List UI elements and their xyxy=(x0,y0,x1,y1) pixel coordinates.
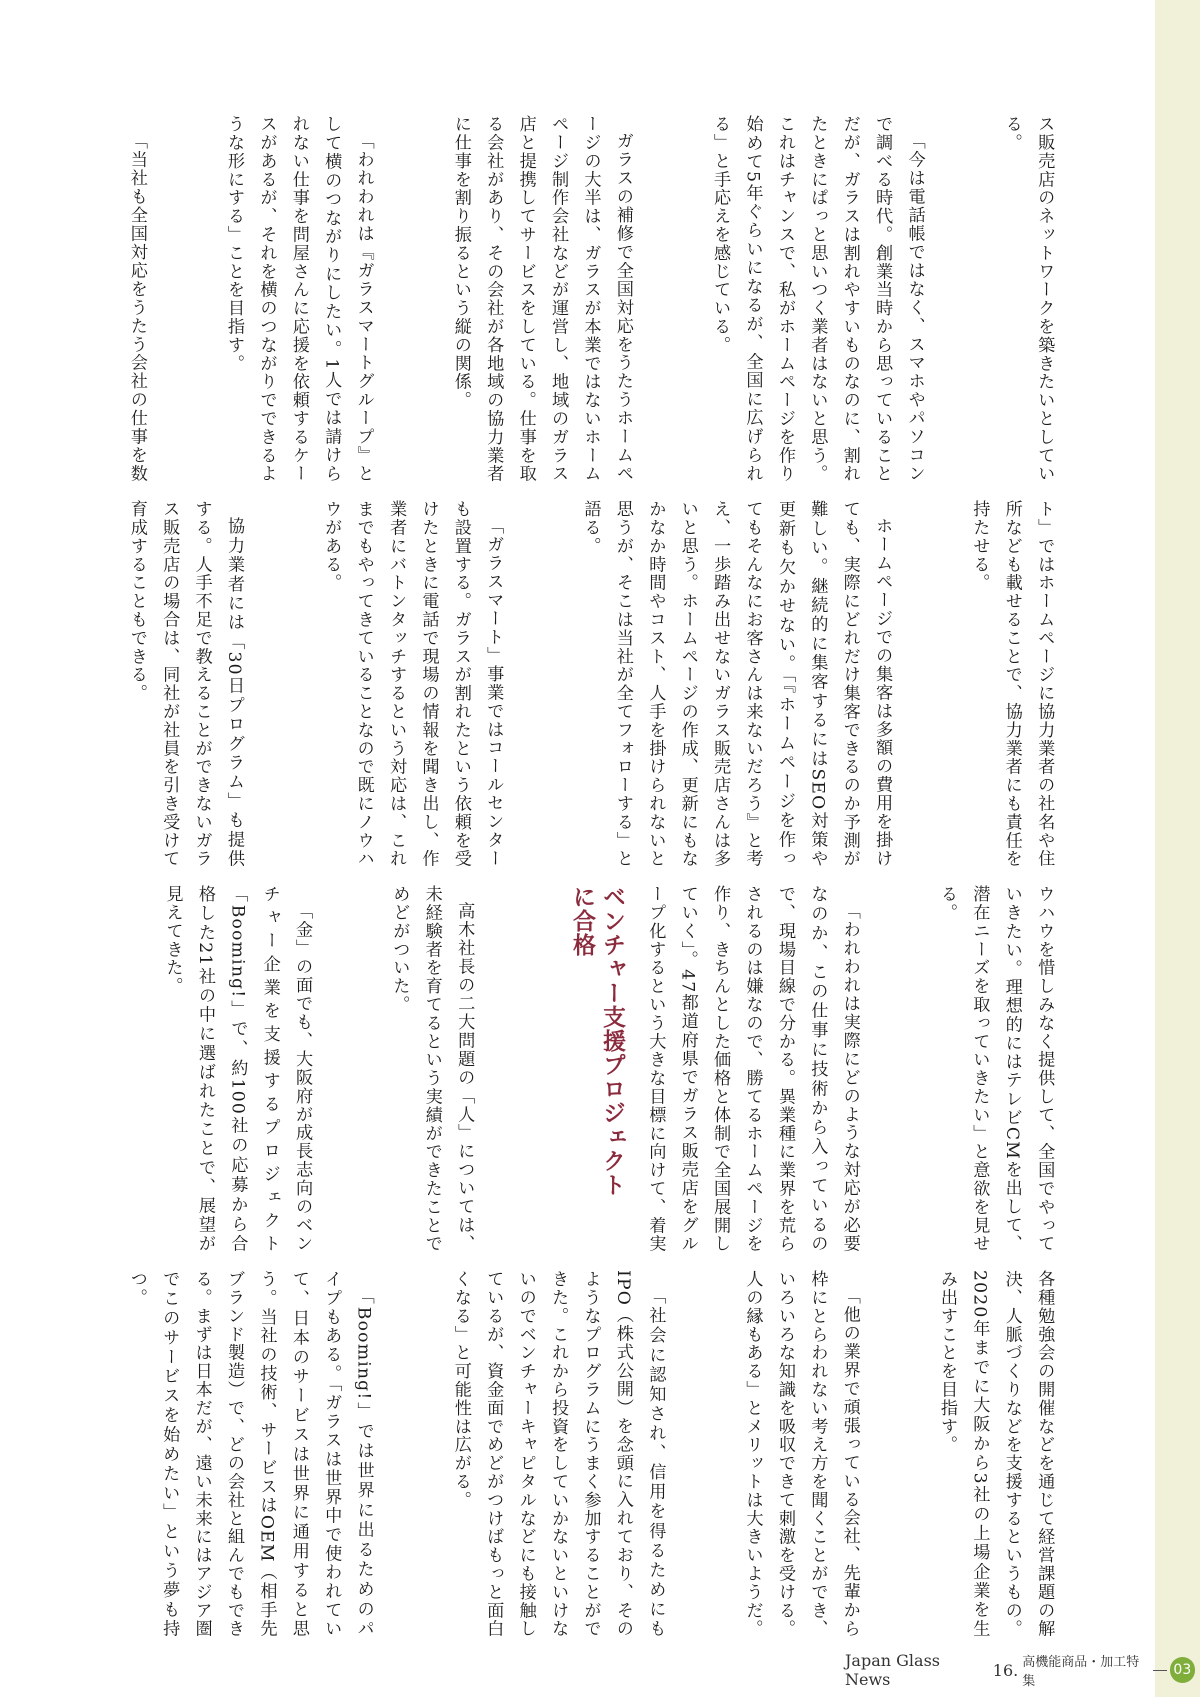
paragraph: 「他の業界で頑張っている会社、先輩から枠にとらわれない考え方を聞くことができ、いろいろな知識を吸収できて刺激を受ける。人の縁もある」とメリットは大きいようだ。 xyxy=(742,1270,860,1638)
text-band-2 xyxy=(125,500,1125,868)
paragraph: 「Booming!」では世界に出るためのパイプもある。「ガラスは世界中で使われていて、日本のサービスは世界に通用すると思う。当社の技術、サービスはOEM（相手先ブランド製造）で、どの会社と組んでもできる。まずは日本だが、遠い未来にはアジア圏でこのサービスを始めたい」という夢も持つ。 xyxy=(126,1270,374,1638)
text-band-3 xyxy=(125,885,1125,1253)
paragraph: ト」ではホームページに協力業者の社名や住所なども載せることで、協力業者にも責任を持たせる。 xyxy=(969,500,1055,868)
paragraph: ウハウを惜しみなく提供して、全国でやっていきたい。理想的にはテレビCMを出して、潜在ニーズを取っていきたい」と意欲を見せる。 xyxy=(936,885,1055,1253)
paragraph: 「社会に認知され、信用を得るためにもIPO（株式公開）を念頭に入れており、そのようなプログラムにうまく参加することができた。これから投資をしていかないといけないのでベンチャーキャピタルなどにも接触しているが、資金面でめどがつけばもっと面白くなる」と可能性は広がる。 xyxy=(450,1270,666,1638)
paragraph: 各種勉強会の開催などを通じて経営課題の解決、人脈づくりなどを支援するというもの。2020年までに大阪から3社の上場企業を生み出すことを目指す。 xyxy=(936,1270,1055,1638)
article-text-block xyxy=(125,1270,1125,1638)
publication-name: Japan Glass News xyxy=(845,1651,940,1689)
footer-rule xyxy=(1153,1670,1167,1671)
article-text-block xyxy=(125,500,1125,868)
paragraph: ス販売店のネットワークを築きたいとしている。 xyxy=(1001,115,1055,483)
paragraph: 協力業者には「30日プログラム」も提供する。人手不足で教えることができないガラス販売店の場合は、同社が社員を引き受けて育成することもできる。 xyxy=(126,500,245,868)
article-text-block xyxy=(125,885,545,1253)
article-text-block xyxy=(125,115,1125,483)
paragraph: 「ガラスマート」事業ではコールセンターも設置する。ガラスが割れたという依頼を受けたときに電話で現場の情報を聞き出し、作業者にバトンタッチするという対応は、これまでもやってきていることなので既にノウハウがある。 xyxy=(321,500,504,868)
feature-title: 高機能商品・加工特集 xyxy=(1022,1655,1140,1689)
article-text-block xyxy=(645,885,1125,1253)
page-number: 03 xyxy=(1170,1657,1195,1683)
paragraph: ガラスの補修で全国対応をうたうホームページの大半は、ガラスが本業ではないホームページ制作会社などが運営し、地域のガラス店と提携してサービスをしている。仕事を取る会社があり、その会社が各地域の協力業者に仕事を割り振るという縦の関係。 xyxy=(450,115,633,483)
page-footer xyxy=(845,1651,1195,1689)
paragraph: 「われわれは『ガラスマートグループ』として横のつながりにしたい。1人では請けられない仕事を問屋さんに応援を依頼するケースがあるが、それを横のつながりでできるような形にする」ことを目指す。 xyxy=(224,115,374,483)
paragraph: 高木社長の二大問題の「人」については、未経験者を育てるという実績ができたことでめどがついた。 xyxy=(389,885,475,1253)
text-band-4 xyxy=(125,1270,1125,1638)
paragraph: ホームページでの集客は多額の費用を掛けても、実際にどれだけ集客できるのか予測が難しい。継続的に集客するにはSEO対策や更新も欠かせない。「『ホームページを作ってもそんなにお客さんは来ないだろう』と考え、一歩踏み出せないガラス販売店さんは多いと思う。ホームページの作成、更新にもなかなか時間やコスト、人手を掛けられないと思うが、そこは当社が全てフォローする」と語る。 xyxy=(580,500,893,868)
text-band-1 xyxy=(125,115,1125,483)
paragraph: 「金」の面でも、大阪府が成長志向のベンチャー企業を支援するプロジェクト「Booming!」で、約100社の応募から合格した21社の中に選ばれたことで、展望が見えてきた。 xyxy=(162,885,313,1253)
issue-number: 16. xyxy=(992,1660,1019,1680)
paragraph: 「今は電話帳ではなく、スマホやパソコンで調べる時代。創業当時から思っていることだが、ガラスは割れやすいものなのに、割れたときにぱっと思いつく業者はないと思う。これはチャンスで、私がホームページを作り始めて5年ぐらいになるが、全国に広げられる」と手応えを感じている。 xyxy=(710,115,925,483)
decorative-side-band xyxy=(1155,0,1200,1697)
section-heading: ベンチャー支援プロジェクト に合格 xyxy=(569,885,625,1197)
paragraph: 「当社も全国対応をうたう会社の仕事を数 xyxy=(126,132,147,483)
paragraph: 「われわれは実際にどのような対応が必要なのか、この仕事に技術から入っているので、現場目線で分かる。異業種に業界を荒らされるのは嫌なので、勝てるホームページを作り、きちんとした価格と体制で全国展開していく」。47都道府県でガラス販売店をグループ化するという大きな目標に向けて、着実 xyxy=(645,885,860,1253)
